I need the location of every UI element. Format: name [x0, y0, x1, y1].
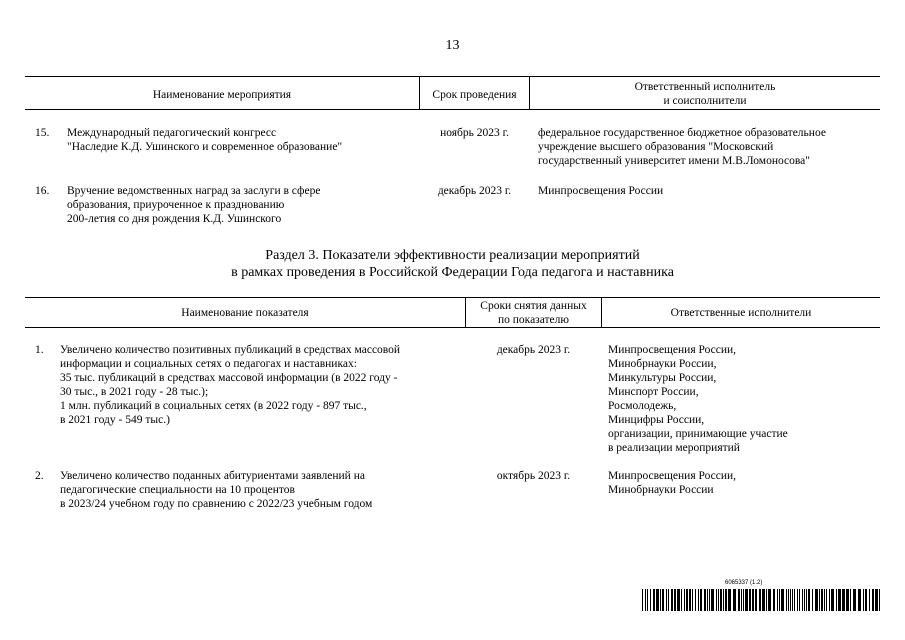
text-line: "Наследие К.Д. Ушинского и современное образование"	[67, 141, 343, 153]
barcode-bar	[790, 589, 791, 611]
barcode-bar	[716, 589, 717, 611]
header-line: Сроки снятия данных	[480, 300, 587, 312]
barcode-bar	[660, 589, 661, 611]
barcode-bar	[797, 589, 798, 611]
barcode-bar	[749, 589, 751, 611]
barcode-bar	[709, 589, 710, 611]
table2-header-bottom-border	[25, 327, 880, 328]
barcode-bar	[808, 589, 810, 611]
barcode-bar	[838, 589, 841, 611]
table2-row-indicator	[60, 343, 460, 427]
barcode-bar	[842, 589, 845, 611]
text-line: 200-летия со дня рождения К.Д. Ушинского	[67, 213, 282, 225]
text-line: Минпросвещения России,	[608, 344, 737, 356]
barcode-bar	[752, 589, 754, 611]
text-line: Минобрнауки России	[608, 484, 714, 496]
text-line: Международный педагогический конгресс	[67, 127, 277, 139]
text-line: 30 тыс., в 2021 году - 28 тыс.);	[60, 386, 209, 398]
text-line: Увеличено количество поданных абитуриентами заявлений на	[60, 470, 365, 482]
barcode-bar	[759, 589, 761, 611]
table2-row-deadline: октябрь 2023 г.	[496, 470, 571, 482]
text-line: 35 тыс. публикаций в средствах массовой информации (в 2022 году -	[60, 372, 398, 384]
text-line: 1 млн. публикаций в социальных сетях (в 2022 году - 897 тыс.,	[60, 400, 367, 412]
barcode-bar	[762, 589, 765, 611]
barcode-bar	[829, 589, 830, 611]
table2-row-number: 2.	[35, 470, 44, 482]
text-line: образования, приуроченное к празднованию	[67, 199, 285, 211]
barcode-bar	[846, 589, 849, 611]
barcode-bar	[872, 589, 874, 611]
table1-row-term: ноябрь 2023 г.	[440, 127, 509, 139]
barcode-bar	[802, 589, 803, 611]
barcode-bar	[815, 589, 818, 611]
barcode-bar	[677, 589, 680, 611]
barcode-bar	[695, 589, 696, 611]
section-title-line: в рамках проведения в Российской Федерации Года педагога и наставника	[231, 265, 674, 280]
table2-row-indicator	[60, 469, 460, 511]
barcode-bar	[836, 589, 837, 611]
barcode-bar	[826, 589, 827, 611]
barcode-bar	[879, 589, 880, 611]
barcode-bar	[865, 589, 867, 611]
barcode-bar	[804, 589, 805, 611]
table1-row-responsible	[538, 126, 880, 168]
header-line: Ответственный исполнитель	[634, 81, 776, 93]
barcode-bar	[684, 589, 685, 611]
barcode-bar	[650, 589, 651, 611]
section-title-line: Раздел 3. Показатели эффективности реализации мероприятий	[265, 248, 640, 263]
barcode-bar	[723, 589, 724, 611]
text-line: Увеличено количество позитивных публикаций в средствах массовой	[60, 344, 401, 356]
table1-row-term: декабрь 2023 г.	[437, 185, 512, 197]
barcode-bar	[642, 589, 643, 611]
table2-row-number: 1.	[35, 344, 44, 356]
barcode-bar	[718, 589, 719, 611]
barcode-bar	[773, 589, 775, 611]
table2-row-responsible	[608, 469, 878, 497]
barcode-bar	[821, 589, 823, 611]
barcode-bar	[863, 589, 864, 611]
barcode-bar	[792, 589, 793, 611]
barcode-bar	[743, 589, 744, 611]
text-line: информации и социальных сетях о педагогах и наставниках:	[60, 358, 357, 370]
text-line: Минспорт России,	[608, 386, 699, 398]
barcode-bar	[831, 589, 834, 611]
table1-row-event	[67, 184, 417, 226]
barcode-bar	[668, 589, 669, 611]
table1-row-responsible	[538, 184, 880, 198]
barcode-bar	[725, 589, 727, 611]
barcode-bar	[858, 589, 861, 611]
table1-header-responsible	[530, 80, 880, 108]
section-title	[0, 247, 905, 281]
barcode-bar	[766, 589, 767, 611]
barcode-bar	[707, 589, 708, 611]
barcode-bar	[745, 589, 748, 611]
barcode-bar	[794, 589, 795, 611]
table1-header-bottom-border	[25, 109, 880, 110]
barcode-bar	[768, 589, 771, 611]
text-line: в реализации мероприятий	[608, 442, 740, 454]
barcode-bar	[692, 589, 693, 611]
table2-header-responsible: Ответственные исполнители	[670, 307, 812, 319]
table1-top-border	[25, 76, 880, 77]
barcode-bar	[738, 589, 740, 611]
text-line: Росмолодежь,	[608, 400, 677, 412]
barcode-bar	[788, 589, 789, 611]
page-number: 13	[445, 38, 460, 53]
barcode-bar	[799, 589, 800, 611]
barcode	[642, 589, 882, 611]
text-line: Минпросвещения России,	[608, 470, 737, 482]
text-line: государственный университет имени М.В.Ломоносова"	[538, 155, 810, 167]
text-line: Минпросвещения России	[538, 185, 664, 197]
text-line: Минкультуры России,	[608, 372, 717, 384]
table2-row-deadline: декабрь 2023 г.	[496, 344, 571, 356]
table1-row-number: 16.	[35, 185, 50, 197]
header-line: по показателю	[497, 314, 569, 326]
text-line: организации, принимающие участие	[608, 428, 788, 440]
text-line: учреждение высшего образования "Московский	[538, 141, 774, 153]
barcode-bar	[777, 589, 778, 611]
barcode-bar	[681, 589, 682, 611]
barcode-bar	[662, 589, 664, 611]
table1-row-number: 15.	[35, 127, 50, 139]
text-line: педагогические специальности на 10 процентов	[60, 484, 295, 496]
barcode-bar	[700, 589, 702, 611]
barcode-bar	[733, 589, 736, 611]
text-line: федеральное государственное бюджетное образовательное	[538, 127, 826, 139]
table2-header-indicator: Наименование показателя	[181, 307, 309, 319]
text-line: Минобрнауки России,	[608, 358, 717, 370]
barcode-bar	[819, 589, 820, 611]
barcode-bar	[720, 589, 722, 611]
barcode-bar	[704, 589, 706, 611]
table1-header-term: Срок проведения	[432, 89, 517, 101]
table2-top-border	[25, 297, 880, 298]
barcode-bar	[824, 589, 825, 611]
table1-header-event: Наименование мероприятия	[152, 89, 292, 101]
barcode-bar	[671, 589, 673, 611]
barcode-bar	[666, 589, 667, 611]
barcode-bar	[686, 589, 688, 611]
barcode-bar	[812, 589, 813, 611]
barcode-bar	[656, 589, 659, 611]
barcode-bar	[698, 589, 699, 611]
text-line: в 2021 году - 549 тыс.)	[60, 414, 170, 426]
barcode-bar	[806, 589, 807, 611]
barcode-bar	[875, 589, 878, 611]
barcode-bar	[850, 589, 851, 611]
barcode-bar	[711, 589, 714, 611]
text-line: Вручение ведомственных наград за заслуги в сфере	[67, 185, 321, 197]
barcode-bar	[653, 589, 655, 611]
barcode-bar	[645, 589, 646, 611]
table2-row-responsible	[608, 343, 878, 455]
barcode-bar	[786, 589, 787, 611]
barcode-bar	[728, 589, 731, 611]
barcode-bar	[853, 589, 856, 611]
barcode-bar	[755, 589, 757, 611]
barcode-bar	[781, 589, 784, 611]
barcode-bar	[741, 589, 742, 611]
barcode-label: 6065337 (1.2)	[725, 580, 763, 586]
text-line: Минцифры России,	[608, 414, 705, 426]
barcode-bar	[869, 589, 870, 611]
header-line: и соисполнители	[663, 95, 747, 107]
barcode-bar	[674, 589, 676, 611]
text-line: в 2023/24 учебном году по сравнению с 2022/23 учебным годом	[60, 498, 373, 510]
table1-row-event	[67, 126, 417, 154]
table2-header-deadline	[466, 299, 601, 327]
barcode-bar	[779, 589, 780, 611]
barcode-bar	[647, 589, 648, 611]
barcode-bar	[689, 589, 691, 611]
